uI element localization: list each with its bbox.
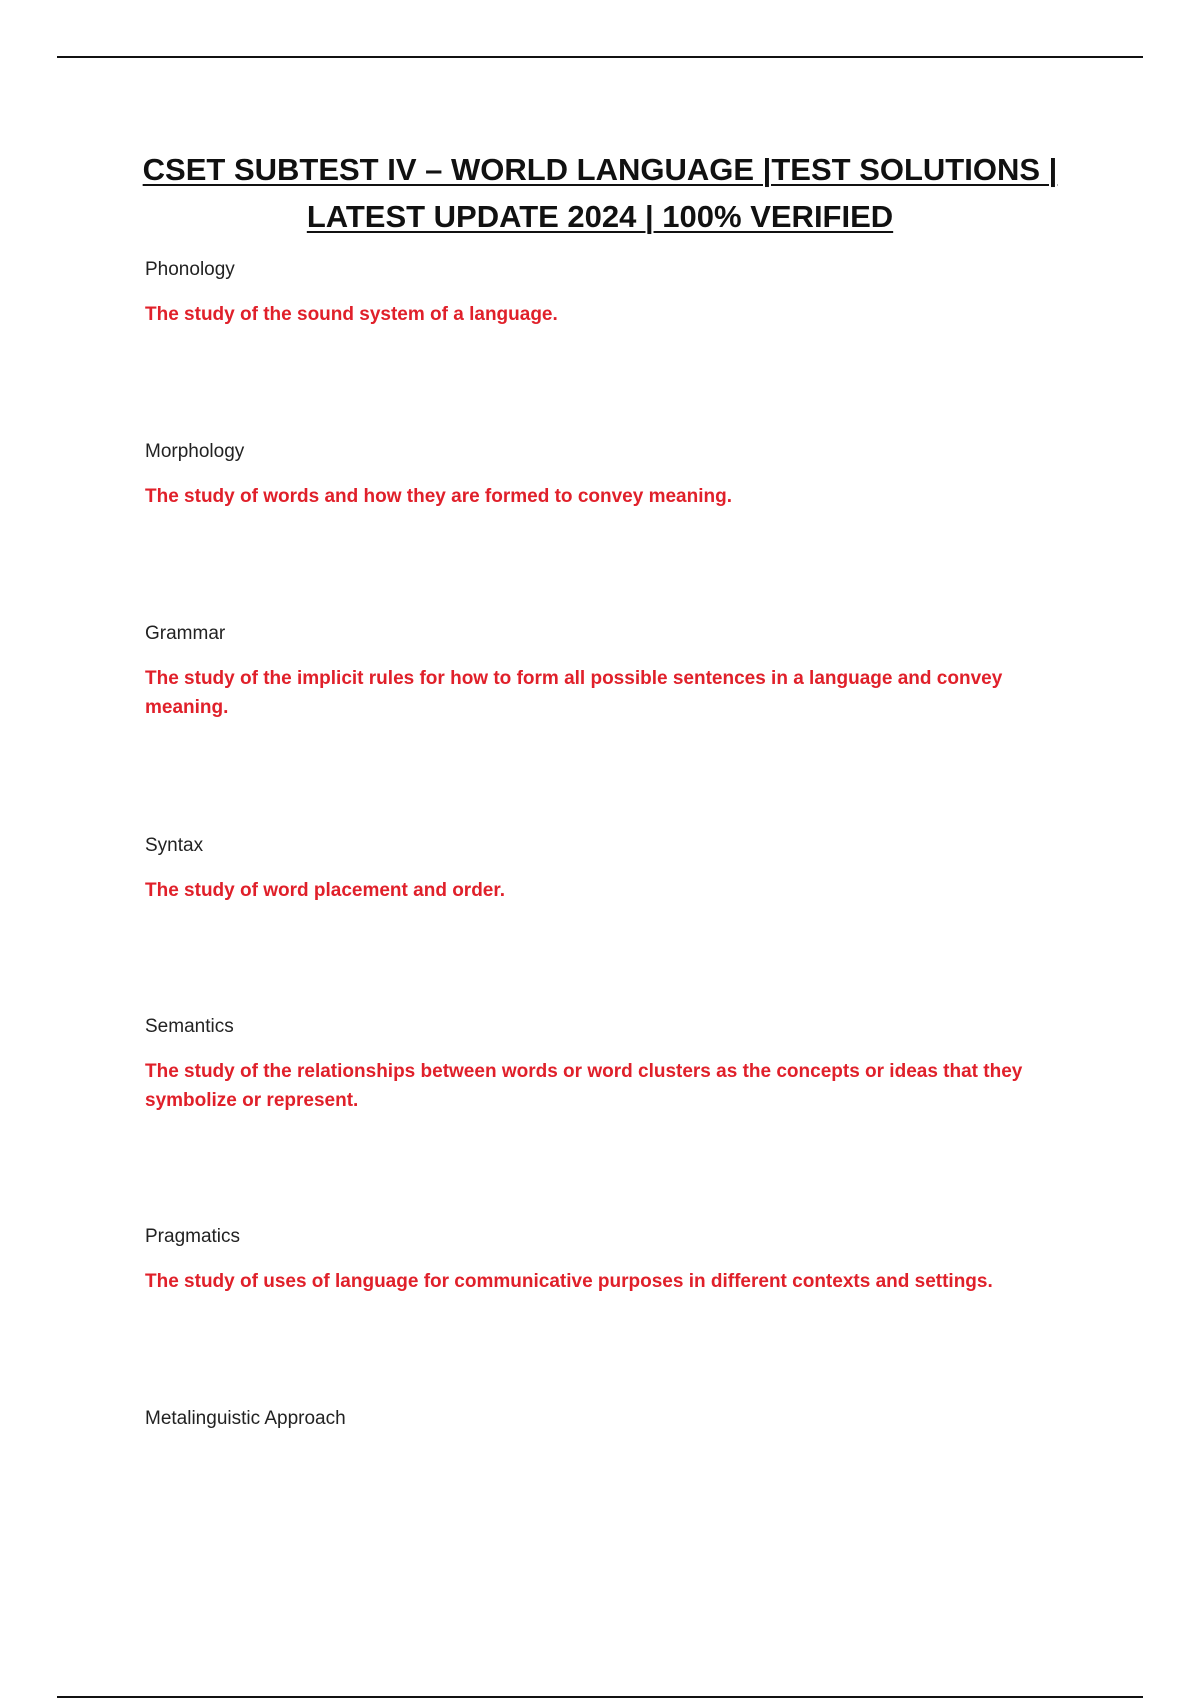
term: Semantics: [145, 1016, 234, 1037]
term: Phonology: [145, 259, 235, 280]
entry-morphology: [145, 440, 1055, 511]
footer-rule: [57, 1696, 1143, 1698]
title-line-2: LATEST UPDATE 2024 | 100% VERIFIED: [306, 199, 894, 234]
definition: The study of the sound system of a language.: [145, 304, 558, 325]
entry-metalinguistic-approach: [145, 1407, 1055, 1431]
term: Morphology: [145, 441, 245, 462]
entry-phonology: [145, 258, 1055, 329]
definition: The study of words and how they are formed to convey meaning.: [145, 486, 732, 507]
term: Pragmatics: [145, 1226, 241, 1247]
definition: The study of uses of language for communicative purposes in different contexts and settings.: [145, 1271, 993, 1292]
term: Grammar: [145, 623, 226, 644]
title-line-1: CSET SUBTEST IV – WORLD LANGUAGE |TEST SOLUTIONS |: [142, 152, 1058, 187]
entry-grammar: [145, 622, 1055, 722]
term: Metalinguistic Approach: [145, 1408, 346, 1429]
definition: The study of the relationships between words or word clusters as the concepts or ideas that they symbolize or represent.: [145, 1061, 1023, 1111]
entry-syntax: [145, 834, 1055, 905]
definition: The study of word placement and order.: [145, 880, 505, 901]
page-title: [120, 146, 1080, 240]
term: Syntax: [145, 835, 204, 856]
entry-semantics: [145, 1015, 1055, 1115]
header-rule: [57, 56, 1143, 58]
definition: The study of the implicit rules for how to form all possible sentences in a language and convey meaning.: [145, 668, 1003, 718]
entry-pragmatics: [145, 1225, 1055, 1296]
